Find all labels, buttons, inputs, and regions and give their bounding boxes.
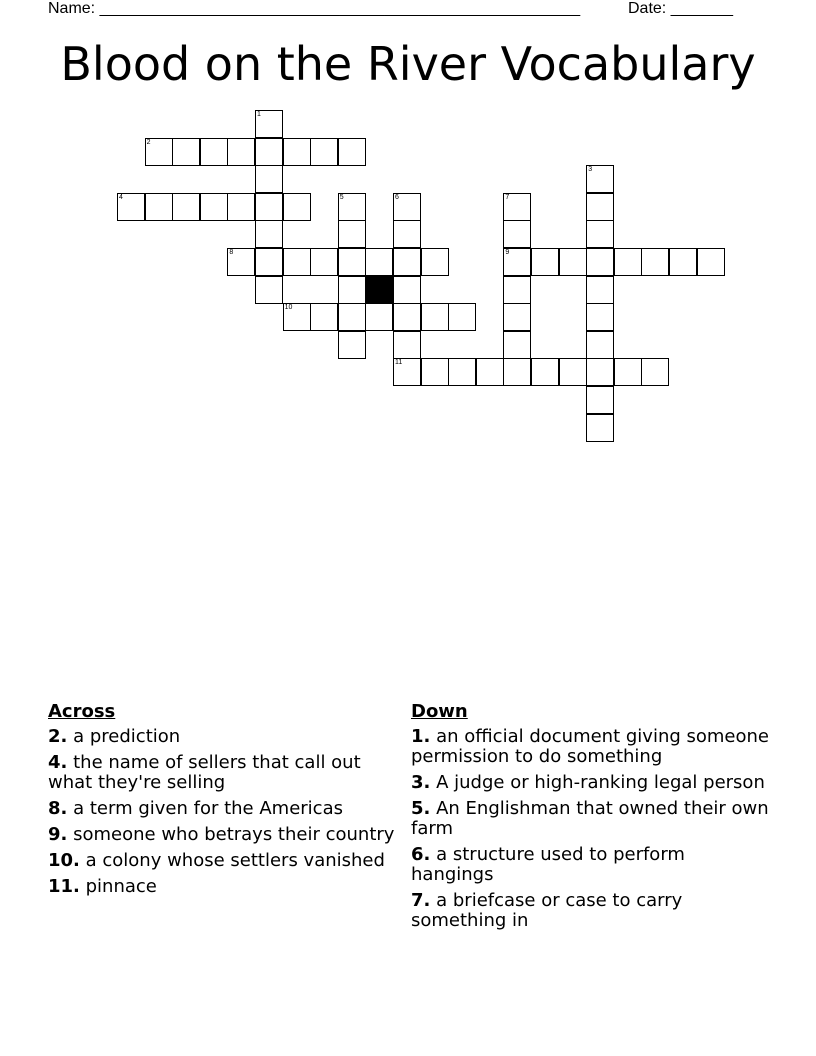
crossword-cell[interactable] — [145, 193, 173, 221]
crossword-cell[interactable] — [448, 358, 476, 386]
crossword-cell[interactable] — [283, 248, 311, 276]
crossword-cell[interactable] — [255, 138, 283, 166]
crossword-cell[interactable] — [393, 220, 421, 248]
crossword-cell[interactable] — [310, 138, 338, 166]
name-field[interactable]: Name: ______________________________________________________ — [48, 0, 581, 17]
crossword-cell[interactable] — [586, 386, 614, 414]
clue-down-1 — [411, 727, 771, 767]
clue-across-11 — [48, 877, 398, 897]
down-clues — [411, 702, 771, 937]
crossword-cell[interactable] — [503, 220, 531, 248]
crossword-cell[interactable] — [338, 193, 366, 221]
crossword-cell[interactable] — [586, 220, 614, 248]
black-square — [365, 276, 393, 304]
crossword-cell[interactable] — [393, 193, 421, 221]
crossword-cell[interactable] — [255, 110, 283, 138]
clue-number-label: 4 — [119, 193, 123, 201]
crossword-cell[interactable] — [393, 248, 421, 276]
across-clues — [48, 702, 398, 903]
clue-number-label: 8 — [229, 249, 234, 256]
crossword-cell[interactable] — [283, 303, 311, 331]
crossword-cell[interactable] — [586, 303, 614, 331]
crossword-cell[interactable] — [338, 276, 366, 304]
header-line — [48, 0, 748, 20]
clue-number-label: 7 — [505, 193, 510, 201]
crossword-cell[interactable] — [503, 276, 531, 304]
clue-number: 3. — [411, 772, 431, 793]
crossword-cell[interactable] — [283, 138, 311, 166]
date-field[interactable]: Date: _______ — [628, 0, 733, 17]
crossword-cell[interactable] — [172, 193, 200, 221]
clue-number: 5. — [411, 798, 431, 819]
crossword-cell[interactable] — [365, 248, 393, 276]
clue-number: 7. — [411, 890, 431, 911]
crossword-cell[interactable] — [310, 248, 338, 276]
crossword-cell[interactable] — [421, 358, 449, 386]
crossword-cell[interactable] — [227, 193, 255, 221]
crossword-cell[interactable] — [421, 303, 449, 331]
crossword-cell[interactable] — [255, 165, 283, 193]
crossword-cell[interactable] — [669, 248, 697, 276]
clue-across-4 — [48, 753, 398, 793]
crossword-cell[interactable] — [641, 358, 669, 386]
crossword-cell[interactable] — [310, 303, 338, 331]
crossword-cell[interactable] — [200, 193, 228, 221]
crossword-cell[interactable] — [365, 303, 393, 331]
down-heading: Down — [411, 701, 468, 722]
clue-number: 2. — [48, 726, 68, 747]
crossword-cell[interactable] — [614, 248, 642, 276]
clue-across-9 — [48, 825, 398, 845]
crossword-cell[interactable] — [338, 331, 366, 359]
clue-number: 11. — [48, 876, 80, 897]
crossword-cell[interactable] — [559, 358, 587, 386]
crossword-cell[interactable] — [255, 193, 283, 221]
crossword-cell[interactable] — [503, 358, 531, 386]
crossword-cell[interactable] — [503, 303, 531, 331]
clue-text: the name of sellers that call out what they're selling — [48, 752, 361, 793]
clue-down-3 — [411, 773, 771, 793]
crossword-cell[interactable] — [586, 193, 614, 221]
clue-number-label: 9 — [505, 249, 510, 256]
clue-across-8 — [48, 799, 398, 819]
clue-text: a colony whose settlers vanished — [85, 850, 385, 871]
crossword-cell[interactable] — [641, 248, 669, 276]
crossword-cell[interactable] — [421, 248, 449, 276]
crossword-cell[interactable] — [393, 358, 421, 386]
crossword-cell[interactable] — [255, 220, 283, 248]
crossword-cell[interactable] — [145, 138, 173, 166]
clue-number: 8. — [48, 798, 68, 819]
crossword-cell[interactable] — [559, 248, 587, 276]
crossword-cell[interactable] — [393, 276, 421, 304]
page-title: Blood on the River Vocabulary — [60, 37, 756, 91]
clue-number-label: 2 — [146, 138, 151, 146]
crossword-cell[interactable] — [200, 138, 228, 166]
clue-number-label: 11 — [395, 359, 403, 367]
clue-number-label: 5 — [339, 193, 344, 201]
clue-number-label: 10 — [284, 304, 293, 312]
crossword-cell[interactable] — [117, 193, 145, 221]
crossword-cell[interactable] — [255, 276, 283, 304]
crossword-cell[interactable] — [283, 193, 311, 221]
crossword-cell[interactable] — [503, 331, 531, 359]
clue-across-10 — [48, 851, 398, 871]
crossword-cell[interactable] — [255, 248, 283, 276]
crossword-cell[interactable] — [227, 138, 255, 166]
crossword-cell[interactable] — [503, 248, 531, 276]
clue-down-6 — [411, 845, 771, 885]
clue-text: An Englishman that owned their own farm — [411, 798, 769, 839]
crossword-cell[interactable] — [531, 358, 559, 386]
clue-across-2 — [48, 727, 398, 747]
crossword-cell[interactable] — [393, 303, 421, 331]
clue-text: a structure used to perform hangings — [411, 844, 685, 885]
crossword-cell[interactable] — [586, 248, 614, 276]
clue-down-7 — [411, 891, 771, 931]
clue-number-label: 6 — [395, 193, 399, 201]
crossword-cell[interactable] — [393, 331, 421, 359]
crossword-cell[interactable] — [338, 248, 366, 276]
clue-text: A judge or high-ranking legal person — [436, 772, 765, 793]
across-heading: Across — [48, 701, 116, 722]
clue-number: 10. — [48, 850, 80, 871]
crossword-cell[interactable] — [586, 331, 614, 359]
clue-text: an official document giving someone permission to do something — [411, 726, 770, 767]
clue-number: 1. — [411, 726, 431, 747]
crossword-cell[interactable] — [586, 414, 614, 442]
clue-text: a briefcase or case to carry something in — [411, 890, 683, 931]
clue-text: a term given for the Americas — [73, 798, 343, 819]
crossword-cell[interactable] — [531, 248, 559, 276]
clue-number: 6. — [411, 844, 431, 865]
clue-number-label: 1 — [257, 111, 261, 118]
crossword-cell[interactable] — [338, 220, 366, 248]
clue-down-5 — [411, 799, 771, 839]
clue-number-label: 3 — [588, 166, 593, 174]
crossword-cell[interactable] — [227, 248, 255, 276]
crossword-cell[interactable] — [503, 193, 531, 221]
clue-text: a prediction — [73, 726, 181, 747]
crossword-cell[interactable] — [586, 276, 614, 304]
crossword-cell[interactable] — [586, 165, 614, 193]
crossword-cell[interactable] — [172, 138, 200, 166]
clue-number: 4. — [48, 752, 68, 773]
crossword-cell[interactable] — [476, 358, 504, 386]
crossword-cell[interactable] — [586, 358, 614, 386]
clue-text: someone who betrays their country — [73, 824, 395, 845]
crossword-cell[interactable] — [697, 248, 725, 276]
crossword-cell[interactable] — [448, 303, 476, 331]
clue-number: 9. — [48, 824, 68, 845]
crossword-cell[interactable] — [338, 303, 366, 331]
crossword-cell[interactable] — [614, 358, 642, 386]
clue-text: pinnace — [85, 876, 157, 897]
crossword-cell[interactable] — [338, 138, 366, 166]
